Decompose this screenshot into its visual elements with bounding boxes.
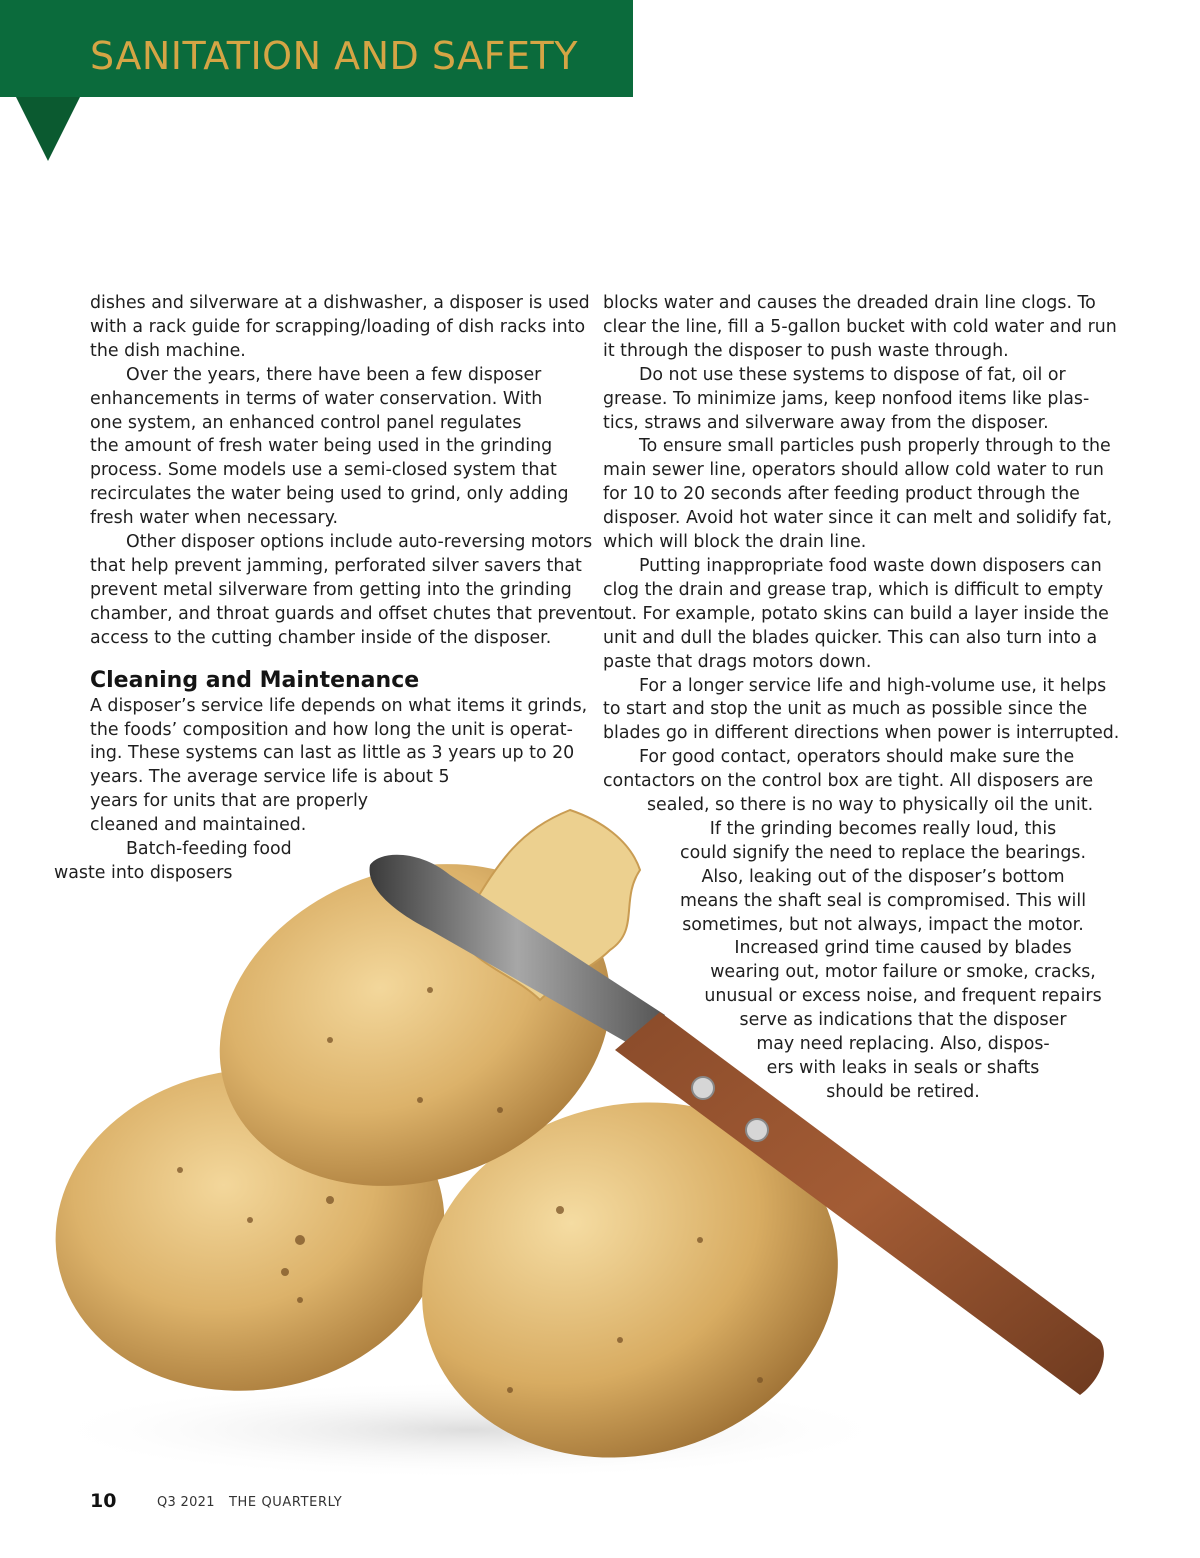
text-line: it through the disposer to push waste through. bbox=[603, 340, 1009, 361]
text-line: main sewer line, operators should allow cold water to run bbox=[603, 460, 1104, 481]
text-line: blades go in different directions when power is interrupted. bbox=[603, 723, 1120, 744]
paragraph bbox=[603, 364, 1103, 436]
page-number: 10 bbox=[90, 1490, 117, 1512]
text-line: Also, leaking out of the disposer’s bottom bbox=[701, 866, 1065, 887]
text-line: could signify the need to replace the bearings. bbox=[680, 842, 1086, 863]
magazine-name: THE QUARTERLY bbox=[229, 1495, 343, 1510]
paragraph bbox=[603, 675, 1120, 747]
paragraph bbox=[90, 531, 605, 651]
text-line: may need replacing. Also, dispos- bbox=[756, 1034, 1050, 1055]
text-line: To ensure small particles push properly through to the bbox=[639, 436, 1111, 457]
text-line: clog the drain and grease trap, which is difficult to empty bbox=[603, 579, 1104, 600]
text-line: for 10 to 20 seconds after feeding product through the bbox=[603, 484, 1080, 505]
text-line: blocks water and causes the dreaded drain line clogs. To bbox=[603, 293, 1096, 313]
text-line: the dish machine. bbox=[90, 340, 246, 361]
text-line: unusual or excess noise, and frequent repairs bbox=[704, 986, 1102, 1007]
text-line: A disposer’s service life depends on what items it grinds, bbox=[90, 695, 588, 716]
text-line: ers with leaks in seals or shafts bbox=[766, 1058, 1040, 1078]
paragraph bbox=[90, 292, 590, 364]
text-line: Batch-feeding food bbox=[126, 839, 292, 860]
text-line: Over the years, there have been a few disposer bbox=[126, 364, 542, 385]
section-title: SANITATION AND SAFETY bbox=[90, 34, 578, 78]
text-line: fresh water when necessary. bbox=[90, 508, 339, 529]
text-line: serve as indications that the disposer bbox=[739, 1010, 1067, 1031]
paragraph bbox=[603, 818, 1103, 938]
paragraph bbox=[603, 435, 1112, 555]
text-line: one system, an enhanced control panel regulates bbox=[90, 412, 522, 433]
text-line: Putting inappropriate food waste down disposers can bbox=[639, 555, 1102, 576]
left-column bbox=[54, 292, 605, 886]
text-line: the amount of fresh water being used in the grinding bbox=[90, 436, 553, 457]
text-line: years. The average service life is about 5 bbox=[90, 767, 450, 788]
text-line: For a longer service life and high-volume use, it helps bbox=[639, 675, 1107, 696]
text-line: sealed, so there is no way to physically oil the unit. bbox=[647, 795, 1094, 816]
text-line: paste that drags motors down. bbox=[603, 651, 872, 672]
banner-tail bbox=[16, 97, 80, 161]
paragraph bbox=[603, 937, 1103, 1104]
text-line: access to the cutting chamber inside of the disposer. bbox=[90, 627, 552, 648]
text-line: should be retired. bbox=[826, 1081, 980, 1102]
text-line: For good contact, operators should make sure the bbox=[639, 747, 1075, 768]
text-line: chamber, and throat guards and offset chutes that prevent bbox=[90, 603, 605, 624]
section-subheading: Cleaning and Maintenance bbox=[90, 667, 420, 693]
paragraph bbox=[603, 555, 1109, 675]
text-line: contactors on the control box are tight. All disposers are bbox=[603, 771, 1094, 792]
paragraph bbox=[603, 292, 1117, 364]
text-line: sometimes, but not always, impact the motor. bbox=[682, 914, 1084, 935]
right-column bbox=[603, 292, 1120, 1105]
text-line: Do not use these systems to dispose of fat, oil or bbox=[639, 364, 1066, 385]
text-line: If the grinding becomes really loud, this bbox=[709, 818, 1057, 839]
text-line: enhancements in terms of water conservation. With bbox=[90, 388, 543, 409]
issue-label: Q3 2021 bbox=[157, 1495, 215, 1510]
text-line: wearing out, motor failure or smoke, cracks, bbox=[710, 962, 1096, 983]
text-line: Other disposer options include auto-reversing motors bbox=[126, 532, 593, 553]
text-line: out. For example, potato skins can build a layer inside the bbox=[603, 603, 1109, 624]
text-line: process. Some models use a semi-closed system that bbox=[90, 460, 557, 481]
text-line: that help prevent jamming, perforated silver savers that bbox=[90, 555, 582, 576]
paragraph bbox=[90, 364, 590, 531]
text-line: unit and dull the blades quicker. This can also turn into a bbox=[603, 627, 1098, 648]
text-line: tics, straws and silverware away from the disposer. bbox=[603, 412, 1049, 433]
paragraph bbox=[603, 746, 1103, 818]
text-line: grease. To minimize jams, keep nonfood items like plas- bbox=[603, 388, 1090, 409]
text-line: to start and stop the unit as much as possible since the bbox=[603, 699, 1088, 720]
text-line: cleaned and maintained. bbox=[90, 815, 307, 836]
text-line: prevent metal silverware from getting into the grinding bbox=[90, 579, 572, 600]
text-line: ing. These systems can last as little as 3 years up to 20 bbox=[90, 743, 575, 764]
text-line: recirculates the water being used to grind, only adding bbox=[90, 484, 569, 505]
paragraph bbox=[90, 695, 590, 838]
paragraph bbox=[54, 838, 590, 886]
text-line: with a rack guide for scrapping/loading of dish racks into bbox=[90, 316, 586, 337]
text-line: means the shaft seal is compromised. This will bbox=[679, 890, 1087, 911]
text-line: which will block the drain line. bbox=[603, 532, 867, 553]
text-line: clear the line, fill a 5-gallon bucket with cold water and run bbox=[603, 316, 1117, 337]
text-line: waste into disposers bbox=[54, 862, 233, 883]
text-line: disposer. Avoid hot water since it can melt and solidify fat, bbox=[603, 508, 1112, 529]
text-line: dishes and silverware at a dishwasher, a disposer is used bbox=[90, 293, 590, 313]
text-line: Increased grind time caused by blades bbox=[734, 938, 1072, 959]
text-line: years for units that are properly bbox=[90, 791, 369, 812]
text-line: the foods’ composition and how long the unit is operat- bbox=[90, 719, 573, 740]
